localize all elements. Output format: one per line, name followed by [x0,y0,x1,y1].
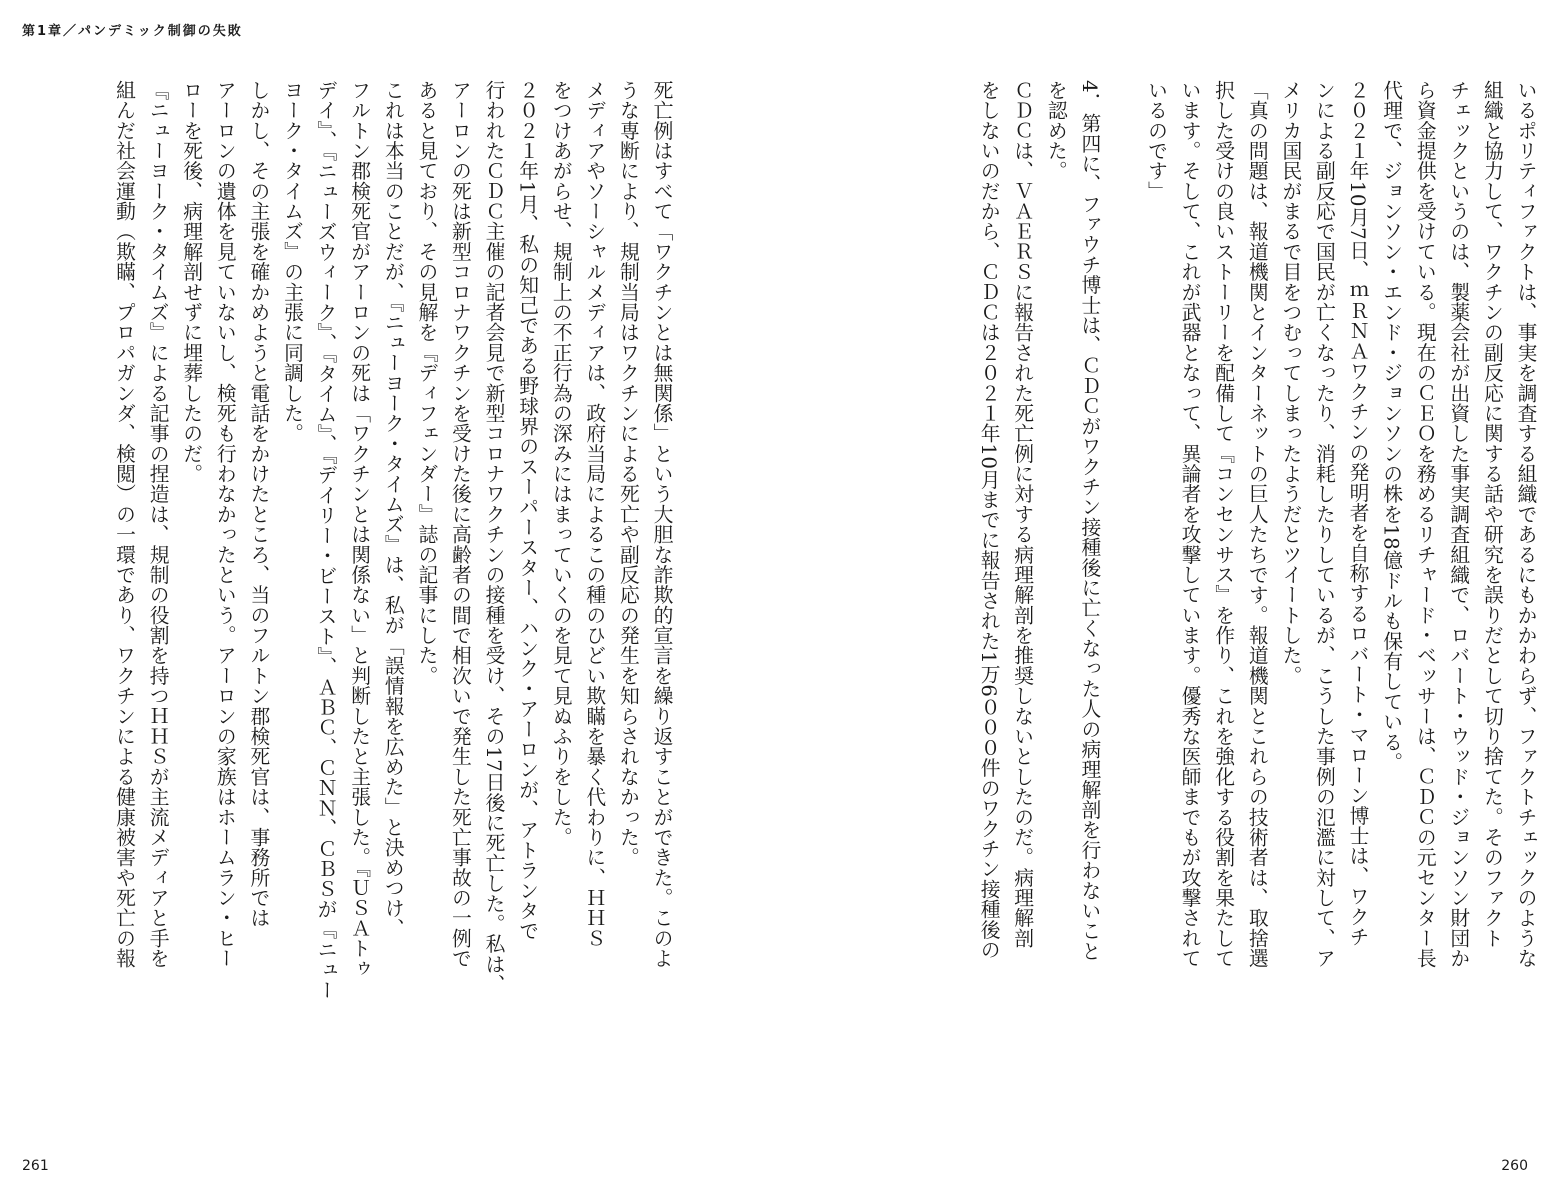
left-page-text [14,80,678,1120]
right-page-text [852,80,1542,1120]
text-line: アーロンの死は新型コロナワクチンを受けた後に高齢者の間で相次いで発生した死亡事故の一例で [448,80,472,969]
text-line: ローを死後、病理解剖せずに埋葬したのだ。 [179,80,203,484]
text-line: いるポリティファクトは、事実を調査する組織であるにもかかわらず、ファクトチェックのような [1514,80,1537,969]
left-page-number: 261 [22,1158,49,1174]
text-line: 行われたＣＤＣ主催の記者会見で新型コロナワクチンの接種を受け、その17日後に死亡した。私は、 [482,80,506,995]
text-line: 択した受けの良いストーリーを配備して『コンセンサス』を作り、これを強化する役割を果たして [1211,80,1235,969]
text-line: 「真の問題は、報道機関とインターネットの巨人たちです。報道機関とこれらの技術者は、取捨選 [1245,80,1269,969]
paragraph-gap [1106,80,1139,1120]
text-line: 死亡例はすべて「ワクチンとは無関係」という大胆な詐欺的宣言を繰り返すことができた。このよ [650,80,673,969]
text-line: をしないのだから、ＣＤＣは２０２１年10月までに報告された1万6０００件のワクチン接種後の [977,80,1001,960]
text-line: 組織と協力して、ワクチンの副反応に関する話や研究を誤りだとして切り捨てた。そのファクト [1480,80,1504,949]
text-line: チェックというのは、製薬会社が出資した事実調査組織で、ロバート・ウッド・ジョンソン財団か [1446,80,1470,969]
text-line: 代理で、ジョンソン・エンド・ジョンソンの株を18億ドルも保有している。 [1379,80,1403,773]
text-line: ンによる副反応で国民が亡くなったり、消耗したりしているが、こうした事例の氾濫に対して、ア [1312,80,1336,969]
text-line: メリカ国民がまるで目をつむってしまったようだとツイートした。 [1278,80,1302,686]
text-line: デイ』、『ニューズウィーク』、『タイム』、『デイリー・ビースト』、ＡＢＣ、ＣＮＮ、ＣＢＳが『ニュー [314,80,338,1001]
right-page-number: 260 [1501,1158,1528,1174]
text-line: 組んだ社会運動（欺瞞、プロパガンダ、検閲）の一環であり、ワクチンによる健康被害や死亡の報 [112,80,136,969]
text-line: メディアやソーシャルメディアは、政府当局によるこの種のひどい欺瞞を暴く代わりに、ＨＨＳ [582,80,606,949]
text-line: を認めた。 [1044,80,1068,181]
text-line: あると見ており、その見解を『ディフェンダー』誌の記事にした。 [414,80,438,686]
text-line: うな専断により、規制当局はワクチンによる死亡や副反応の発生を知らされなかった。 [616,80,640,868]
running-header: 第1章／パンデミック制御の失敗 [22,24,243,39]
text-line: ２０２１年10月7日、ｍＲＮＡワクチンの発明者を自称するロバート・マローン博士は、ワクチ [1346,80,1370,947]
text-line: ら資金提供を受けている。現在のＣＥＯを務めるリチャード・ベッサーは、ＣＤＣの元センター長 [1413,80,1437,969]
text-line: ２０２１年1月、私の知己である野球界のスーパースター、ハンク・アーロンが、アトランタで [515,80,539,941]
text-line: ヨーク・タイムズ』の主張に同調した。 [280,80,304,444]
text-line: アーロンの遺体を見ていないし、検死も行わなかったという。アーロンの家族はホームラン・ヒー [213,80,237,969]
text-line: いるのです」 [1144,80,1168,202]
text-line: 4．第四に、ファウチ博士は、ＣＤＣがワクチン接種後に亡くなった人の病理解剖を行わないこと [1077,80,1101,962]
text-line: これは本当のことだが、『ニューヨーク・タイムズ』は、私が「誤情報を広めた」と決めつけ、 [381,80,405,939]
text-line: をつけあがらせ、規制上の不正行為の深みにはまっていくのを見て見ぬふりをした。 [549,80,573,848]
text-line: ＣＤＣは、ＶＡＥＲＳに報告された死亡例に対する病理解剖を推奨しないとしたのだ。病理解剖 [1010,80,1034,949]
text-line: しかし、その主張を確かめようと電話をかけたところ、当のフルトン郡検死官は、事務所では [246,80,270,928]
text-line: フルトン郡検死官がアーロンの死は「ワクチンとは関係ない」と判断したと主張した。『ＵＳＡトゥ [347,80,371,979]
text-line: います。そして、これが武器となって、異論者を攻撃しています。優秀な医師までもが攻撃されて [1178,80,1202,969]
text-line: 『ニューヨーク・タイムズ』による記事の捏造は、規制の役割を持つＨＨＳが主流メディアと手を [146,80,170,969]
